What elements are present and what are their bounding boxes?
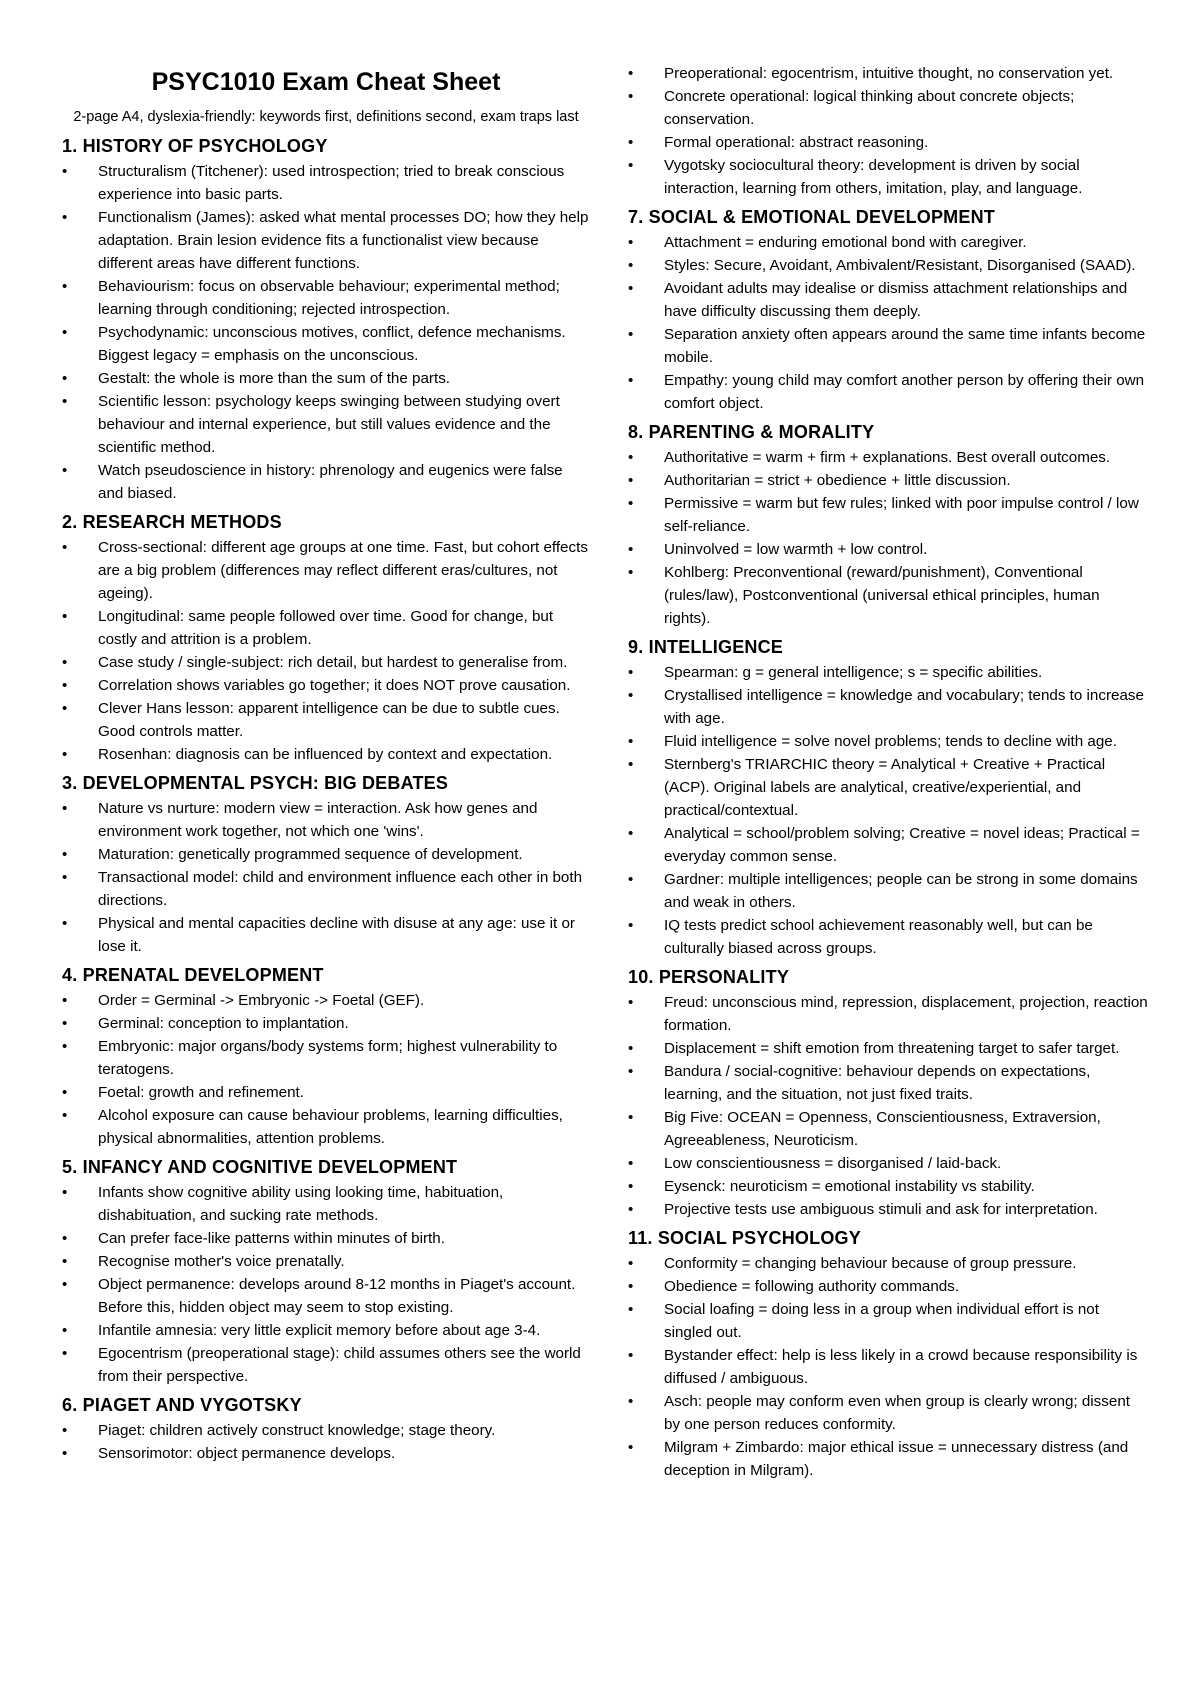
list-item: • Infants show cognitive ability using looking time, habituation, dishabituation, and sucking rate methods. [62,1181,590,1227]
list-item: • Rosenhan: diagnosis can be influenced by context and expectation. [62,743,590,766]
bullet-list [628,446,1150,630]
list-item: • Kohlberg: Preconventional (reward/punishment), Conventional (rules/law), Postconventional (universal ethical principles, human rights). [628,561,1150,630]
list-item: • Order = Germinal -> Embryonic -> Foetal (GEF). [62,989,590,1012]
list-item: • Longitudinal: same people followed over time. Good for change, but costly and attrition is a problem. [62,605,590,651]
list-item: • Low conscientiousness = disorganised / laid-back. [628,1152,1150,1175]
list-item: • Object permanence: develops around 8-12 months in Piaget's account. Before this, hidden object may seem to stop existing. [62,1273,590,1319]
list-item: • Displacement = shift emotion from threatening target to safer target. [628,1037,1150,1060]
list-item: • Sternberg's TRIARCHIC theory = Analytical + Creative + Practical (ACP). Original labels are analytical, creative/experiential, and practical/contextual. [628,753,1150,822]
list-item: • Germinal: conception to implantation. [62,1012,590,1035]
list-item: • Avoidant adults may idealise or dismiss attachment relationships and have difficulty discussing them deeply. [628,277,1150,323]
list-item: • Uninvolved = low warmth + low control. [628,538,1150,561]
bullet-list [62,797,590,958]
list-item: • Empathy: young child may comfort another person by offering their own comfort object. [628,369,1150,415]
list-item: • Formal operational: abstract reasoning. [628,131,1150,154]
bullet-list [62,989,590,1150]
list-item: • Case study / single-subject: rich detail, but hardest to generalise from. [62,651,590,674]
list-item: • Cross-sectional: different age groups at one time. Fast, but cohort effects are a big problem (differences may reflect different eras/cultures, not ageing). [62,536,590,605]
list-item: • Correlation shows variables go together; it does NOT prove causation. [62,674,590,697]
list-item: • Sensorimotor: object permanence develops. [62,1442,590,1465]
list-item: • Scientific lesson: psychology keeps swinging between studying overt behaviour and internal experience, but still values evidence and the scientific method. [62,390,590,459]
bullet-list [62,1181,590,1388]
list-item: • IQ tests predict school achievement reasonably well, but can be culturally biased across groups. [628,914,1150,960]
list-item: • Piaget: children actively construct knowledge; stage theory. [62,1419,590,1442]
list-item: • Conformity = changing behaviour because of group pressure. [628,1252,1150,1275]
bullet-list [62,160,590,505]
list-item: • Gestalt: the whole is more than the sum of the parts. [62,367,590,390]
list-item: • Obedience = following authority commands. [628,1275,1150,1298]
bullet-list [628,1252,1150,1482]
page-subtitle: 2-page A4, dyslexia-friendly: keywords first, definitions second, exam traps last [73,109,579,125]
section-heading: 2. RESEARCH METHODS [62,512,282,532]
list-item: • Preoperational: egocentrism, intuitive thought, no conservation yet. [628,62,1150,85]
section-heading: 8. PARENTING & MORALITY [628,422,875,442]
list-item: • Gardner: multiple intelligences; people can be strong in some domains and weak in others. [628,868,1150,914]
page-title: PSYC1010 Exam Cheat Sheet [151,68,501,96]
list-item: • Alcohol exposure can cause behaviour problems, learning difficulties, physical abnormalities, attention problems. [62,1104,590,1150]
list-item: • Crystallised intelligence = knowledge and vocabulary; tends to increase with age. [628,684,1150,730]
list-item: • Authoritarian = strict + obedience + little discussion. [628,469,1150,492]
left-column [62,62,590,1465]
list-item: • Freud: unconscious mind, repression, displacement, projection, reaction formation. [628,991,1150,1037]
section-heading: 7. SOCIAL & EMOTIONAL DEVELOPMENT [628,207,995,227]
bullet-list [62,536,590,766]
list-item: • Transactional model: child and environment influence each other in both directions. [62,866,590,912]
list-item: • Spearman: g = general intelligence; s = specific abilities. [628,661,1150,684]
section-heading: 9. INTELLIGENCE [628,637,784,657]
list-item: • Styles: Secure, Avoidant, Ambivalent/Resistant, Disorganised (SAAD). [628,254,1150,277]
section-heading: 4. PRENATAL DEVELOPMENT [62,965,324,985]
bullet-list [62,1419,590,1465]
list-item: • Embryonic: major organs/body systems form; highest vulnerability to teratogens. [62,1035,590,1081]
list-item: • Physical and mental capacities decline with disuse at any age: use it or lose it. [62,912,590,958]
list-item: • Clever Hans lesson: apparent intelligence can be due to subtle cues. Good controls matter. [62,697,590,743]
list-item: • Can prefer face-like patterns within minutes of birth. [62,1227,590,1250]
list-item: • Separation anxiety often appears around the same time infants become mobile. [628,323,1150,369]
list-item: • Eysenck: neuroticism = emotional instability vs stability. [628,1175,1150,1198]
section-heading: 11. SOCIAL PSYCHOLOGY [628,1228,861,1248]
list-item: • Projective tests use ambiguous stimuli and ask for interpretation. [628,1198,1150,1221]
list-item: • Behaviourism: focus on observable behaviour; experimental method; learning through conditioning; rejected introspection. [62,275,590,321]
list-item: • Nature vs nurture: modern view = interaction. Ask how genes and environment work together, not which one 'wins'. [62,797,590,843]
section-heading: 3. DEVELOPMENTAL PSYCH: BIG DEBATES [62,773,449,793]
list-item: • Egocentrism (preoperational stage): child assumes others see the world from their perspective. [62,1342,590,1388]
right-column [628,62,1150,1482]
list-item: • Big Five: OCEAN = Openness, Conscientiousness, Extraversion, Agreeableness, Neuroticism. [628,1106,1150,1152]
list-item: • Infantile amnesia: very little explicit memory before about age 3-4. [62,1319,590,1342]
list-item: • Vygotsky sociocultural theory: development is driven by social interaction, learning from others, imitation, play, and language. [628,154,1150,200]
list-item: • Foetal: growth and refinement. [62,1081,590,1104]
bullet-list [628,991,1150,1221]
list-item: • Milgram + Zimbardo: major ethical issue = unnecessary distress (and deception in Milgram). [628,1436,1150,1482]
list-item: • Concrete operational: logical thinking about concrete objects; conservation. [628,85,1150,131]
list-item: • Analytical = school/problem solving; Creative = novel ideas; Practical = everyday common sense. [628,822,1150,868]
list-item: • Structuralism (Titchener): used introspection; tried to break conscious experience into basic parts. [62,160,590,206]
list-item: • Authoritative = warm + firm + explanations. Best overall outcomes. [628,446,1150,469]
section-heading: 10. PERSONALITY [628,967,790,987]
section-heading: 6. PIAGET AND VYGOTSKY [62,1395,302,1415]
list-item: • Psychodynamic: unconscious motives, conflict, defence mechanisms. Biggest legacy = emphasis on the unconscious. [62,321,590,367]
list-item: • Maturation: genetically programmed sequence of development. [62,843,590,866]
list-item: • Bandura / social-cognitive: behaviour depends on expectations, learning, and the situation, not just fixed traits. [628,1060,1150,1106]
list-item: • Watch pseudoscience in history: phrenology and eugenics were false and biased. [62,459,590,505]
list-item: • Bystander effect: help is less likely in a crowd because responsibility is diffused / ambiguous. [628,1344,1150,1390]
bullet-list [628,62,1150,200]
list-item: • Social loafing = doing less in a group when individual effort is not singled out. [628,1298,1150,1344]
list-item: • Functionalism (James): asked what mental processes DO; how they help adaptation. Brain lesion evidence fits a functionalist view because different areas have different functions. [62,206,590,275]
bullet-list [628,661,1150,960]
list-item: • Attachment = enduring emotional bond with caregiver. [628,231,1150,254]
section-heading: 1. HISTORY OF PSYCHOLOGY [62,136,328,156]
bullet-list [628,231,1150,415]
list-item: • Fluid intelligence = solve novel problems; tends to decline with age. [628,730,1150,753]
list-item: • Permissive = warm but few rules; linked with poor impulse control / low self-reliance. [628,492,1150,538]
list-item: • Recognise mother's voice prenatally. [62,1250,590,1273]
section-heading: 5. INFANCY AND COGNITIVE DEVELOPMENT [62,1157,458,1177]
list-item: • Asch: people may conform even when group is clearly wrong; dissent by one person reduces conformity. [628,1390,1150,1436]
